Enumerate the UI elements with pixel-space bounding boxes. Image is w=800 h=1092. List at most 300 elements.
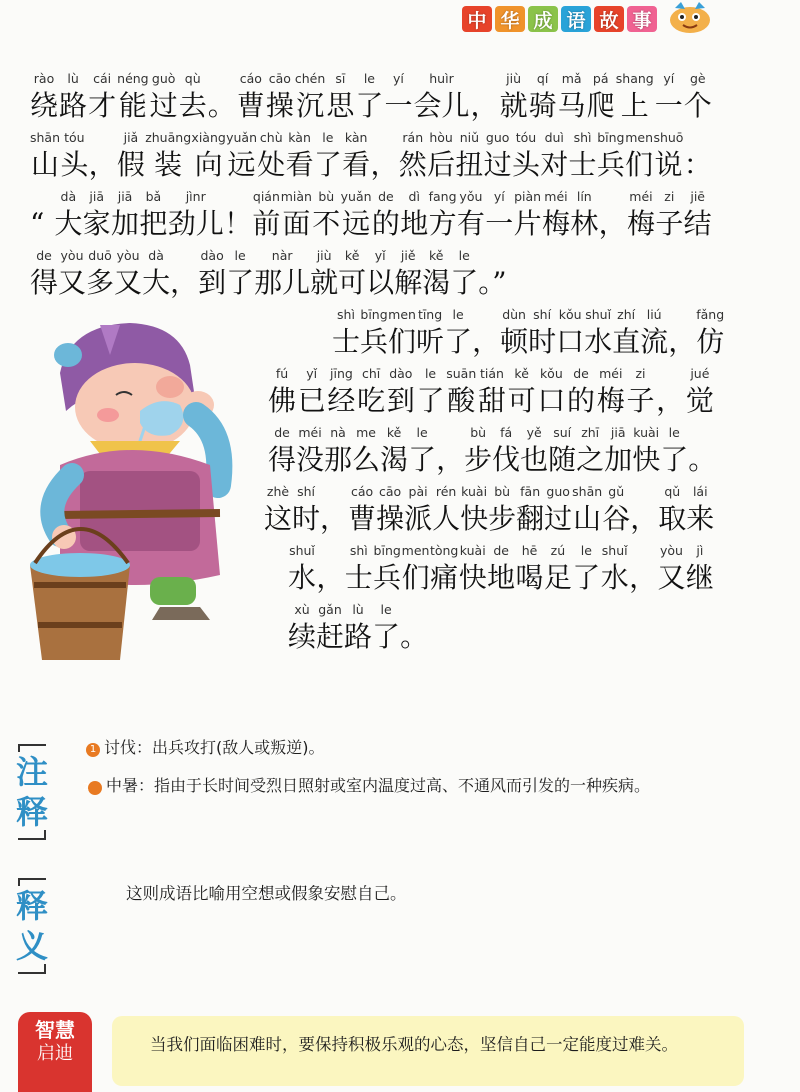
pinyin-token xyxy=(357,365,385,420)
pinyin: kuài xyxy=(633,425,660,440)
hanzi: ， xyxy=(472,325,501,358)
pinyin: le xyxy=(363,71,375,86)
pinyin-token xyxy=(464,424,492,479)
note-number-badge: 1 xyxy=(86,743,100,757)
pinyin-token xyxy=(89,129,117,184)
pinyin-token xyxy=(266,70,294,125)
pinyin: le xyxy=(234,248,246,263)
hanzi: 片 xyxy=(513,207,542,240)
hanzi: 地 xyxy=(400,207,429,240)
pinyin-token xyxy=(59,70,87,125)
pinyin: chù xyxy=(259,130,283,145)
pinyin-token xyxy=(427,129,455,184)
pinyin: bīng xyxy=(597,130,625,145)
hanzi: 头 xyxy=(511,148,540,181)
hanzi: 们 xyxy=(625,148,654,181)
pinyin-token xyxy=(88,70,116,125)
pinyin-token xyxy=(630,483,658,538)
pinyin: lín xyxy=(576,189,592,204)
wisdom-label: 智慧 启迪 xyxy=(18,1012,92,1092)
hanzi: ， xyxy=(598,207,627,240)
hanzi: 把 xyxy=(139,207,168,240)
hanzi: 多 xyxy=(86,266,115,299)
pinyin: yòu xyxy=(659,543,683,558)
pinyin-token xyxy=(254,247,310,302)
pinyin: liú xyxy=(646,307,662,322)
pinyin: shuō xyxy=(653,130,684,145)
pinyin: jiā xyxy=(117,189,133,204)
pinyin-token xyxy=(632,424,660,479)
hanzi: 装 xyxy=(154,148,183,181)
pinyin-token xyxy=(612,306,640,361)
pinyin: kǒu xyxy=(539,366,563,381)
pinyin-token xyxy=(408,424,436,479)
hanzi: 了 xyxy=(226,266,255,299)
hanzi: ， xyxy=(170,266,199,299)
hanzi: ， xyxy=(629,561,658,594)
pinyin: kě xyxy=(428,248,444,263)
pinyin-token xyxy=(310,247,338,302)
pinyin-token xyxy=(298,365,326,420)
pinyin: xiàng xyxy=(191,130,226,145)
pinyin-token xyxy=(436,424,464,479)
pinyin-token xyxy=(399,129,427,184)
pinyin-token xyxy=(653,129,683,184)
pinyin: shān xyxy=(572,484,603,499)
pinyin: jiā xyxy=(89,189,104,204)
pinyin-token xyxy=(587,70,615,125)
hanzi: 到 xyxy=(198,266,227,299)
pinyin-token xyxy=(316,542,344,597)
pinyin: nàr xyxy=(271,248,293,263)
pinyin: qián xyxy=(252,189,280,204)
pinyin: shì xyxy=(349,543,368,558)
pinyin: bù xyxy=(318,189,335,204)
hanzi: 翻 xyxy=(516,502,545,535)
pinyin-token xyxy=(295,70,325,125)
hanzi: 直 xyxy=(612,325,641,358)
pinyin: qí xyxy=(536,71,549,86)
hanzi: 就 xyxy=(499,89,528,122)
hanzi: 水 xyxy=(584,325,613,358)
hanzi: 水 xyxy=(600,561,629,594)
pinyin: jiě xyxy=(400,248,416,263)
pinyin-token xyxy=(520,424,548,479)
pinyin-token xyxy=(444,306,472,361)
pinyin: méi xyxy=(599,366,623,381)
pinyin: le xyxy=(452,307,464,322)
pinyin-token xyxy=(281,188,312,243)
pinyin: shang xyxy=(615,71,654,86)
pinyin-token xyxy=(191,129,225,184)
note-number-badge: 2 xyxy=(88,781,102,795)
pinyin: men xyxy=(401,543,430,558)
hanzi: 快 xyxy=(632,443,661,476)
hanzi: 绕 xyxy=(30,89,59,122)
hanzi: 假 xyxy=(116,148,145,181)
pinyin-token xyxy=(487,542,515,597)
pinyin-token xyxy=(416,306,444,361)
hanzi: 甜 xyxy=(477,384,506,417)
pinyin: fǎng xyxy=(696,307,725,322)
pinyin-token xyxy=(601,542,629,597)
pinyin: bù xyxy=(494,484,511,499)
story-line xyxy=(288,542,714,597)
hanzi: 大 xyxy=(142,266,171,299)
hanzi: 方 xyxy=(428,207,457,240)
pinyin: zi xyxy=(664,189,675,204)
pinyin-token xyxy=(226,247,254,302)
pinyin: jiù xyxy=(316,248,332,263)
pinyin-token xyxy=(657,542,685,597)
pinyin-token xyxy=(413,70,469,125)
hanzi: 劲儿 xyxy=(167,207,224,240)
pinyin-token xyxy=(83,188,111,243)
hanzi: 士 xyxy=(344,561,373,594)
pinyin: zi xyxy=(635,366,646,381)
pinyin-token xyxy=(373,542,401,597)
pinyin-token xyxy=(198,247,226,302)
pinyin-token xyxy=(422,247,450,302)
pinyin-token xyxy=(179,70,207,125)
pinyin: tīng xyxy=(417,307,443,322)
pinyin-token xyxy=(688,424,716,479)
pinyin: men xyxy=(625,130,654,145)
pinyin-token xyxy=(372,188,400,243)
pinyin: le xyxy=(458,248,470,263)
story-line xyxy=(332,306,725,361)
pinyin-token xyxy=(314,129,342,184)
pinyin-token xyxy=(394,247,422,302)
pinyin: suí xyxy=(553,425,572,440)
hanzi: 酸 xyxy=(447,384,476,417)
pinyin-token xyxy=(400,601,428,656)
pinyin: cái xyxy=(93,71,112,86)
pinyin-token xyxy=(170,247,198,302)
hanzi: 步 xyxy=(488,502,517,535)
pinyin-token xyxy=(226,129,257,184)
pinyin: duō xyxy=(88,248,112,263)
hanzi: 没 xyxy=(296,443,325,476)
pinyin: zhí xyxy=(617,307,636,322)
pinyin-token xyxy=(384,70,412,125)
pinyin-token xyxy=(629,542,657,597)
hanzi: 看 xyxy=(285,148,314,181)
hanzi: 会儿 xyxy=(413,89,470,122)
pinyin-token xyxy=(548,424,576,479)
pinyin: piàn xyxy=(514,189,542,204)
hanzi: 然 xyxy=(398,148,427,181)
hanzi: 伐 xyxy=(492,443,521,476)
hanzi: 可 xyxy=(338,266,367,299)
pinyin-token xyxy=(529,70,557,125)
hanzi: 那 xyxy=(324,443,353,476)
hanzi: 扭 xyxy=(455,148,484,181)
hanzi: 地 xyxy=(487,561,516,594)
pinyin-token xyxy=(450,247,478,302)
pinyin: hòu xyxy=(429,130,453,145)
pinyin: yǐ xyxy=(374,248,386,263)
hanzi: 又 xyxy=(114,266,143,299)
pinyin-token xyxy=(514,188,542,243)
pinyin-token xyxy=(355,70,383,125)
mascot-icon xyxy=(665,0,715,34)
hanzi: 随 xyxy=(548,443,577,476)
pinyin-token xyxy=(640,306,668,361)
pinyin-token xyxy=(684,188,712,243)
hanzi: 过 xyxy=(483,148,512,181)
hanzi: 去 xyxy=(178,89,207,122)
hanzi: 一 xyxy=(384,89,413,122)
hanzi: 得 xyxy=(30,266,59,299)
hanzi: 顿 xyxy=(500,325,529,358)
pinyin: qǔ xyxy=(664,484,681,499)
pinyin-token xyxy=(372,601,400,656)
pinyin-token xyxy=(602,483,630,538)
pinyin-token xyxy=(655,70,683,125)
hanzi: 佛 xyxy=(268,384,297,417)
hanzi: 曹 xyxy=(236,89,265,122)
pinyin: jiē xyxy=(690,189,705,204)
hanzi: 子 xyxy=(626,384,655,417)
hanzi: 大 xyxy=(54,207,83,240)
pinyin-token xyxy=(686,542,714,597)
hanzi: 了 xyxy=(355,89,384,122)
pinyin: kě xyxy=(386,425,402,440)
story-line xyxy=(30,188,712,243)
pinyin-token xyxy=(540,129,568,184)
meaning-text: 这则成语比喻用空想或假象安慰自己。 xyxy=(126,884,407,903)
pinyin: fá xyxy=(500,425,513,440)
hanzi: 们 xyxy=(401,561,430,594)
hanzi: 了 xyxy=(444,325,473,358)
pinyin: cāo xyxy=(268,71,291,86)
pinyin: jiù xyxy=(506,71,522,86)
wisdom-text: 当我们面临困难时，要保持积极乐观的心态，坚信自己一定能度过难关。 xyxy=(150,1035,678,1054)
pinyin-token xyxy=(316,601,344,656)
pinyin-token xyxy=(597,365,625,420)
hanzi: 么 xyxy=(352,443,381,476)
pinyin: suān xyxy=(446,366,477,381)
hanzi: 远 xyxy=(227,148,256,181)
pinyin: de xyxy=(573,366,589,381)
hanzi: 渴 xyxy=(422,266,451,299)
pinyin-token xyxy=(460,483,488,538)
hanzi: ！ xyxy=(224,207,253,240)
hanzi: 觉 xyxy=(685,384,714,417)
pinyin-token xyxy=(30,70,58,125)
hanzi: 操 xyxy=(376,502,405,535)
hanzi: 仿 xyxy=(696,325,725,358)
story-line xyxy=(30,129,712,184)
pinyin-token xyxy=(268,424,296,479)
pinyin: niǔ xyxy=(459,130,480,145)
pinyin-token xyxy=(558,70,586,125)
hanzi: 时 xyxy=(528,325,557,358)
pinyin: pá xyxy=(592,71,609,86)
pinyin-token xyxy=(288,601,316,656)
pinyin: xù xyxy=(294,602,310,617)
hanzi: 了 xyxy=(660,443,689,476)
pinyin-token xyxy=(344,601,372,656)
pinyin: bīng xyxy=(373,543,401,558)
pinyin: bǎ xyxy=(145,189,162,204)
pinyin: guo xyxy=(546,484,570,499)
pinyin: le xyxy=(668,425,680,440)
pinyin: gǔ xyxy=(608,484,625,499)
hanzi: 骑 xyxy=(528,89,557,122)
hanzi: 水 xyxy=(288,561,317,594)
hanzi: ， xyxy=(316,561,345,594)
hanzi: 兵 xyxy=(596,148,625,181)
pinyin: méi xyxy=(298,425,322,440)
pinyin: shí xyxy=(533,307,552,322)
pinyin-token xyxy=(380,424,408,479)
pinyin: shì xyxy=(573,130,592,145)
hanzi: 山 xyxy=(31,148,60,181)
hanzi: 加 xyxy=(111,207,140,240)
pinyin-token xyxy=(584,306,612,361)
pinyin-token xyxy=(400,188,428,243)
pinyin: rào xyxy=(33,71,55,86)
pinyin-token xyxy=(432,483,460,538)
pinyin: lù xyxy=(352,602,364,617)
pinyin: fang xyxy=(428,189,457,204)
pinyin-token xyxy=(208,70,236,125)
pinyin-token xyxy=(30,129,60,184)
story-line xyxy=(264,483,714,538)
series-title-badge xyxy=(462,6,657,32)
pinyin: shí xyxy=(297,484,315,499)
pinyin: zhè xyxy=(266,484,290,499)
pinyin: le xyxy=(322,130,334,145)
hanzi: 马 xyxy=(557,89,586,122)
pinyin: mǎ xyxy=(561,71,582,86)
hanzi: 就 xyxy=(310,266,339,299)
hanzi: 看 xyxy=(342,148,371,181)
hanzi: 梅 xyxy=(596,384,625,417)
pinyin-token xyxy=(366,247,394,302)
pinyin-token xyxy=(500,306,528,361)
hanzi: 后 xyxy=(427,148,456,181)
pinyin-token xyxy=(370,129,398,184)
meaning-label: 释 义 xyxy=(14,872,50,980)
pinyin: dì xyxy=(408,189,420,204)
hanzi: ： xyxy=(683,148,712,181)
pinyin-token xyxy=(286,129,314,184)
pinyin-token xyxy=(58,247,86,302)
hanzi: 家 xyxy=(82,207,111,240)
hanzi: 了 xyxy=(313,148,342,181)
hanzi: 流 xyxy=(640,325,669,358)
pinyin: tòng xyxy=(429,543,459,558)
hanzi: 时 xyxy=(292,502,321,535)
pinyin-token xyxy=(516,542,544,597)
note-item-2: 2 中暑：指由于长时间受烈日照射或室内温度过高、不通风而引发的一种疾病。 xyxy=(82,776,651,795)
pinyin: jiā xyxy=(610,425,626,440)
note-item-1: 1 讨伐：出兵攻打(敌人或叛逆)。 xyxy=(86,734,736,762)
pinyin-token xyxy=(268,365,296,420)
pinyin-token xyxy=(338,247,366,302)
pinyin: gǎn xyxy=(318,602,342,617)
hanzi: 能 xyxy=(118,89,147,122)
notes-label: 注 释 xyxy=(14,738,50,846)
pinyin-token xyxy=(360,306,388,361)
pinyin: pài xyxy=(408,484,428,499)
pinyin-token xyxy=(30,247,58,302)
hanzi: 头 xyxy=(60,148,89,181)
pinyin-token xyxy=(352,424,380,479)
pinyin: men xyxy=(388,307,416,322)
hanzi: 以 xyxy=(366,266,395,299)
pinyin: dào xyxy=(389,366,413,381)
pinyin: bīng xyxy=(360,307,388,322)
pinyin: miàn xyxy=(280,189,312,204)
pinyin: yuǎn xyxy=(226,130,257,145)
hanzi: 步 xyxy=(464,443,493,476)
pinyin-token xyxy=(478,247,506,302)
hanzi: 喝 xyxy=(515,561,544,594)
pinyin: me xyxy=(356,425,376,440)
hanzi: 了 xyxy=(450,266,479,299)
pinyin: hē xyxy=(521,543,538,558)
hanzi: 结 xyxy=(683,207,712,240)
hanzi: 口 xyxy=(556,325,585,358)
hanzi: 前 xyxy=(252,207,281,240)
hanzi: 快 xyxy=(460,502,489,535)
pinyin-token xyxy=(627,188,655,243)
story-line xyxy=(268,424,717,479)
pinyin-token xyxy=(86,247,114,302)
pinyin: cāo xyxy=(378,484,402,499)
pinyin: kuài xyxy=(459,543,486,558)
pinyin-token xyxy=(516,483,544,538)
pinyin-token xyxy=(324,424,352,479)
pinyin-token xyxy=(626,365,654,420)
hanzi: 赶 xyxy=(316,620,345,653)
hanzi: 思 xyxy=(326,89,355,122)
hanzi: 人 xyxy=(432,502,461,535)
pinyin-token xyxy=(556,306,584,361)
pinyin-token xyxy=(542,188,570,243)
hanzi: 。” xyxy=(478,266,507,299)
pinyin: lù xyxy=(67,71,79,86)
hanzi: 林 xyxy=(570,207,599,240)
pinyin: huìr xyxy=(429,71,454,86)
hanzi: 。 xyxy=(400,620,429,653)
pinyin-token xyxy=(142,247,170,302)
pinyin: duì xyxy=(544,130,564,145)
hanzi: 梅 xyxy=(541,207,570,240)
pinyin: méi xyxy=(629,189,653,204)
pinyin-token xyxy=(292,483,320,538)
pinyin-token xyxy=(576,424,604,479)
pinyin-token xyxy=(696,306,724,361)
pinyin: le xyxy=(380,602,392,617)
pinyin: jiǎ xyxy=(123,130,139,145)
pinyin: fú xyxy=(275,366,289,381)
pinyin: tián xyxy=(479,366,504,381)
pinyin-token xyxy=(508,365,536,420)
pinyin: tóu xyxy=(515,130,537,145)
hanzi: 可 xyxy=(507,384,536,417)
pinyin-token xyxy=(572,542,600,597)
pinyin-token xyxy=(312,188,340,243)
hanzi: 操 xyxy=(265,89,294,122)
pinyin: yuǎn xyxy=(340,189,372,204)
pinyin-token xyxy=(402,542,430,597)
pinyin-token xyxy=(237,70,265,125)
